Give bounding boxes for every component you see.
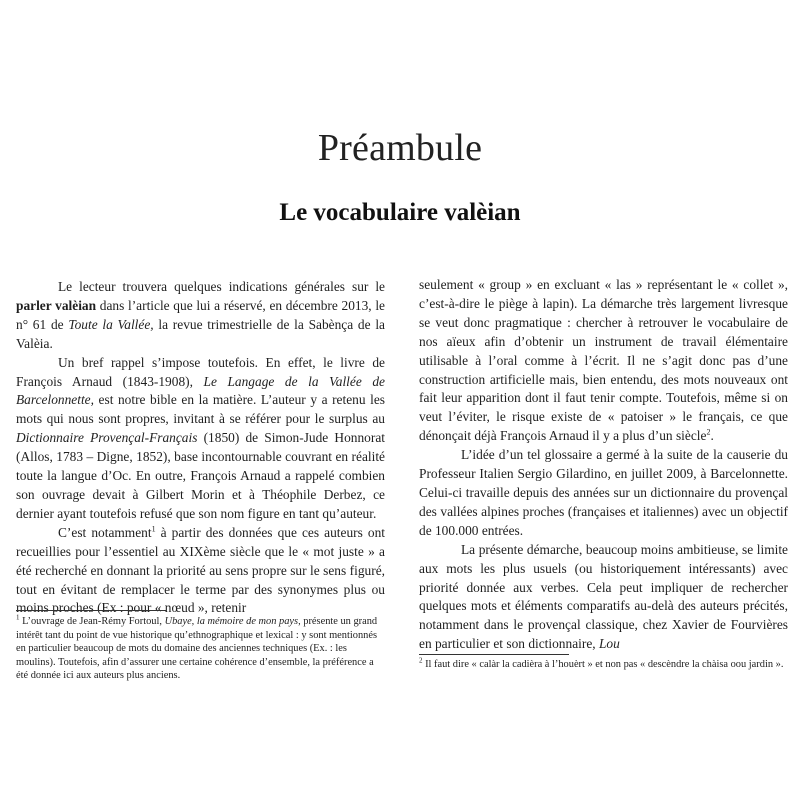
- paragraph-5-italic: Lou: [598, 636, 620, 652]
- footnote-1-text-a: L’ouvrage de Jean-Rémy Fortoul,: [19, 616, 165, 627]
- paragraph-5: [419, 541, 788, 654]
- paragraph-3-cont-text-a: seulement « group » en excluant « las » représentant le « collet », c’est-à-dire le piège à lapin). La démarche très largement livresque se veut donc pragmatique : chercher à retrouver le vocabulaire de nos aïeux afin d’obtenir un instrument de travail élémentaire utilisable à l’oral comme à l’écrit. Il ne s’agit donc pas d’une construction artificielle mais, bien entendu, des mots nouveaux ont fait leur apparition dont il faut tenir compte. Toutefois, même si on veut l’éviter, le risque existe de « patoiser » le français, ce que dénonçait déjà François Arnaud il y a plus d’un siècle: [419, 277, 788, 444]
- paragraph-2-text-c: (1850) de Simon-Jude Honnorat (Allos, 1783 – Digne, 1852), base incontournable couvrant en réalité toute la langue d’Oc. En outre, François Arnaud a rappelé combien son ouvrage devait à Gilbert Morin et à Théophile Derbez, ce dernier ayant toutefois refusé que son nom figure en tant qu’auteur.: [16, 430, 385, 521]
- footnote-ref-2: 2: [706, 427, 711, 437]
- paragraph-1-bold: parler valèian: [16, 297, 97, 313]
- paragraph-2-text-a: Un bref rappel s’impose toutefois. En effet, le livre de François Arnaud (1843-1908),: [16, 354, 385, 389]
- footnote-1-number: 1: [16, 613, 20, 622]
- footnote-2: [419, 658, 789, 672]
- footnote-2-text: Il faut dire « calàr la cadièra à l’houèrt » et non pas « descèndre la chàisa oou jardin ».: [422, 659, 784, 670]
- paragraph-2-italic-2: Dictionnaire Provençal-Français: [16, 430, 198, 446]
- footnote-1-italic: Ubaye, la mémoire de mon pays,: [164, 616, 301, 627]
- footnote-2-number: 2: [419, 656, 423, 665]
- paragraph-3-text-b: à partir des données que ces auteurs ont recueillies pour l’essentiel au XIXème siècle que le « mot juste » a été recherché en donnant la priorité au sens propre sur le sens figuré, tout en évitant de remplacer le terme par des synonymes plus ou moins proches (Ex : pour « nœud », retenir: [16, 524, 385, 616]
- paragraph-3-cont-text-b: .: [710, 428, 714, 444]
- paragraph-5-text-a: La présente démarche, beaucoup moins ambitieuse, se limite aux mots les plus usuels (ou historiquement intéressants) avec priorité donnée aux verbes. Cela peut impliquer de rechercher quelques mots et éléments comparatifs au-delà des auteurs précités, notamment dans le provençal classique, chez Xavier de Fourvières en particulier et son dictionnaire,: [419, 541, 788, 652]
- paragraph-1-text-c: la revue trimestrielle de la Sabènça de la Valèia.: [16, 316, 385, 351]
- paragraph-3: [16, 524, 385, 619]
- footnote-divider-left: [16, 610, 166, 611]
- right-column: [419, 276, 788, 654]
- paragraph-2: [16, 354, 385, 524]
- footnote-1-text-b: présente un grand intérêt tant du point de vue historique qu’ethnographique et lexical : y sont mentionnés en particulier beaucoup de mots du domaine des anciennes techniques (Ex. : les moulins). Toutefois, afin d’assurer une certaine cohérence d’ensemble, la préférence a été donnée ici aux auteurs plus anciens.: [16, 616, 378, 681]
- paragraph-1-italic: Toute la Vallée,: [68, 316, 154, 332]
- footnote-divider-right: [419, 654, 569, 655]
- paragraph-3-continued: [419, 276, 788, 446]
- paragraph-1: [16, 278, 385, 354]
- page-title: Préambule: [317, 127, 483, 169]
- paragraph-4: L’idée d’un tel glossaire a germé à la suite de la causerie du Professeur Italien Sergio Gilardino, en juillet 2009, à Barcelonnette. Celui-ci travaille depuis des années sur un dictionnaire du provençal des vallées alpines proches (françaises et italiennes) avec un objectif de 100.000 entrées.: [419, 447, 788, 538]
- page-subtitle: Le vocabulaire valèian: [279, 199, 521, 226]
- footnote-1: [16, 615, 386, 683]
- paragraph-3-text-a: C’est notamment: [58, 524, 152, 540]
- paragraph-2-italic-1: Le Langage de la Vallée de Barcelonnette,: [16, 373, 385, 408]
- footnote-ref-1: 1: [151, 524, 156, 534]
- paragraph-1-text-b: dans l’article que lui a réservé, en décembre 2013, le n° 61 de: [16, 297, 385, 332]
- left-column: [16, 278, 385, 618]
- paragraph-1-text-a: Le lecteur trouvera quelques indications générales sur le: [58, 279, 385, 294]
- paragraph-2-text-b: est notre bible en la matière. L’auteur y a retenu les mots qui nous sont propres, invitant à se référer pour le surplus au: [16, 392, 385, 427]
